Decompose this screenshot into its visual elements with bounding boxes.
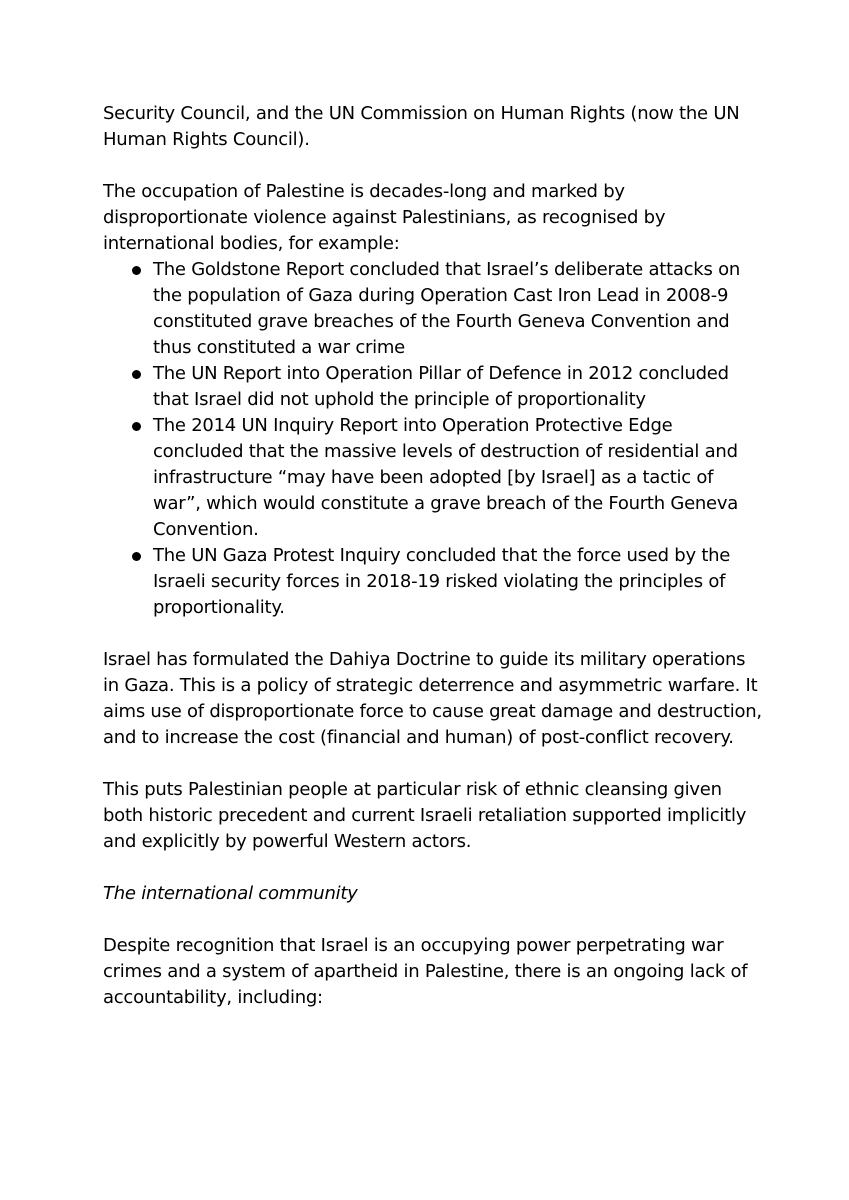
list-item bbox=[103, 257, 763, 361]
paragraph-ethnic-cleansing-risk: This puts Palestinian people at particular risk of ethnic cleansing given both historic precedent and current Israeli retaliation supported implicitly and explicitly by powerful Western actors. bbox=[103, 779, 747, 852]
bullet-icon bbox=[132, 422, 141, 431]
paragraph-dahiya-doctrine: Israel has formulated the Dahiya Doctrine to guide its military operations in Gaza. This is a policy of strategic deterrence and asymmetric warfare. It aims use of disproportionate force to cause great damage and destruction, and to increase the cost (financial and human) of post-conflict recovery. bbox=[103, 649, 762, 748]
bullet-icon bbox=[132, 266, 141, 275]
paragraph-occupation-intro: The occupation of Palestine is decades-long and marked by disproportionate violence against Palestinians, as recognised by international bodies, for example: bbox=[103, 181, 666, 254]
bullet-list-international-findings bbox=[103, 257, 763, 621]
bullet-icon bbox=[132, 370, 141, 379]
paragraph-accountability: Despite recognition that Israel is an occupying power perpetrating war crimes and a system of apartheid in Palestine, there is an ongoing lack of accountability, including: bbox=[103, 935, 748, 1008]
document-page bbox=[103, 101, 763, 1037]
list-item bbox=[103, 361, 763, 413]
section-heading: The international community bbox=[103, 883, 358, 904]
list-item-text: The UN Report into Operation Pillar of Defence in 2012 concluded that Israel did not uphold the principle of proportionality bbox=[153, 363, 729, 410]
list-item-text: The Goldstone Report concluded that Israel’s deliberate attacks on the population of Gaza during Operation Cast Iron Lead in 2008-9 constituted grave breaches of the Fourth Geneva Convention and thus constituted a war crime bbox=[153, 259, 740, 358]
list-item-text: The UN Gaza Protest Inquiry concluded that the force used by the Israeli security forces in 2018-19 risked violating the principles of proportionality. bbox=[153, 545, 731, 618]
bullet-icon bbox=[132, 552, 141, 561]
paragraph-security-council: Security Council, and the UN Commission on Human Rights (now the UN Human Rights Council). bbox=[103, 103, 740, 150]
list-item-text: The 2014 UN Inquiry Report into Operation Protective Edge concluded that the massive levels of destruction of residential and infrastructure “may have been adopted [by Israel] as a tactic of war”, which would constitute a grave breach of the Fourth Geneva Convention. bbox=[153, 415, 739, 540]
list-item bbox=[103, 413, 763, 543]
list-item bbox=[103, 543, 763, 621]
